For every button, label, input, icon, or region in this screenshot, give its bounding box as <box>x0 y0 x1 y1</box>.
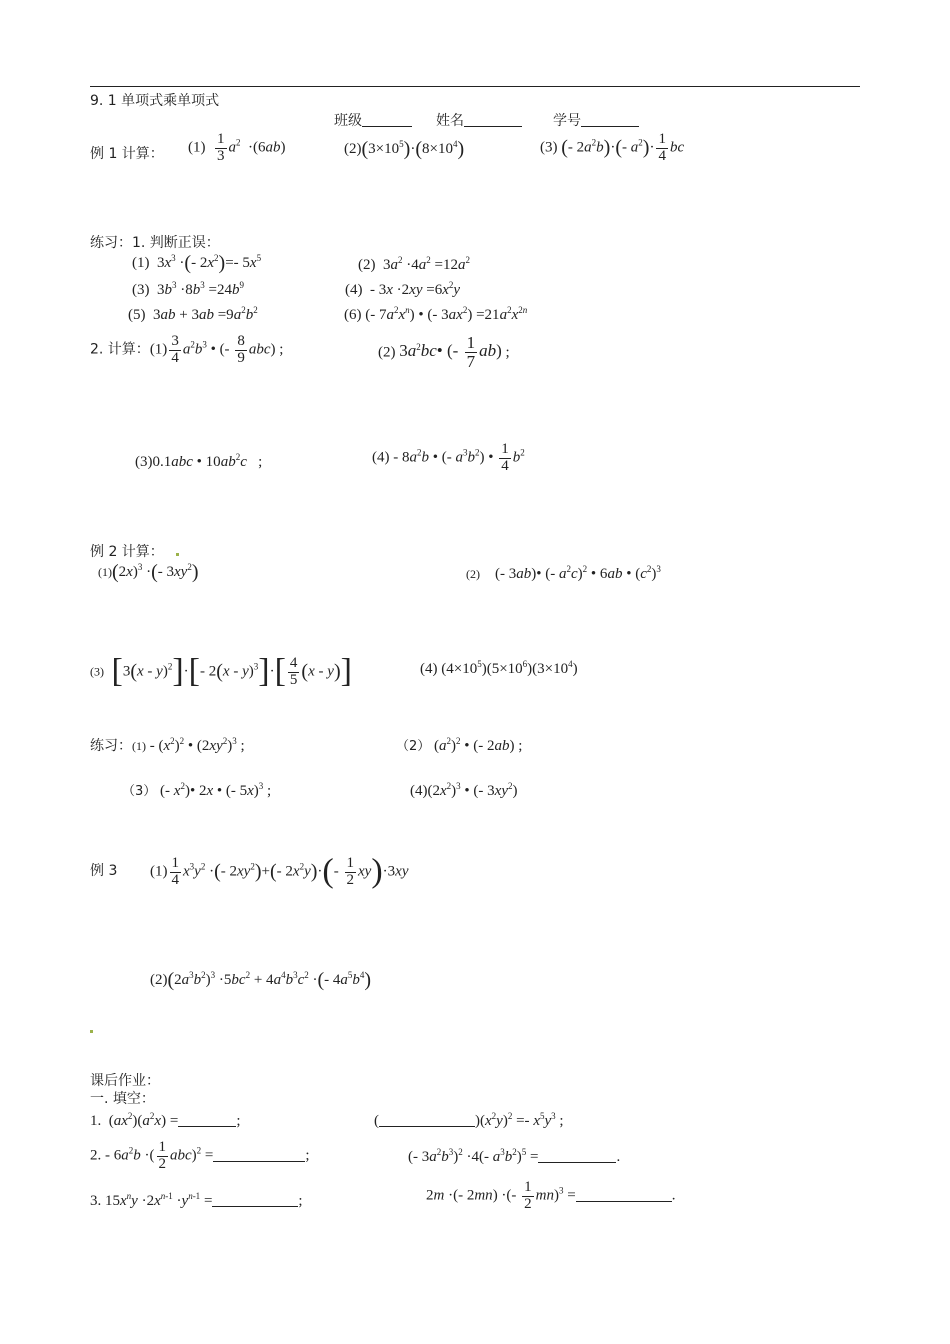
example1-label: 例 1 计算： <box>90 146 164 162</box>
example2-q4: (4) $(4\times 10^5)(5\times 10^6)(3\times 10^4)$ <box>420 659 578 677</box>
example2-label: 例 2 计算： <box>90 544 164 560</box>
practice2-q1: 练习：$(1) - (x^2)^2$ • $(2xy^2)^3$ ; <box>90 736 245 754</box>
calc2-q4: $(4) - 8a^2b$ • (- $a^3b^2$) • $\frac{1}{4}$ $b^2$ <box>372 441 525 474</box>
green-marker <box>90 1030 93 1033</box>
answer-blank[interactable] <box>212 1194 298 1207</box>
practice1-label: 练习：1. 判断正误： <box>90 235 220 251</box>
example2-q3: (3) [3(x - y)$^2$]·[- 2(x - y)$^3$]·[ $\frac{4}{5}$ (x - y)] <box>90 652 352 690</box>
number-field <box>553 114 639 128</box>
answer-blank[interactable] <box>379 1114 475 1127</box>
practice2-q2: （2） $(a^2)^2$ • (- 2ab) ; <box>396 736 523 754</box>
practice2-q3: （3） (- $x^2)•$ 2x • (- 5x)$^3$ ; <box>122 781 272 799</box>
homework-q1a: 1. $(ax^2)(a^2x)$ = ; <box>90 1111 241 1129</box>
homework-q3a: 3. $15x^ny \cdot 2x^{n-1} \cdot y^{n-1}$ = ; <box>90 1191 303 1209</box>
homework-title: 课后作业： <box>90 1073 160 1089</box>
calc2-q2: (2) $3a^2bc•$ (- $\frac{1}{7}$ ab) ; <box>378 333 510 371</box>
class-field <box>334 114 412 128</box>
homework-q1b: ( )$(x^2y)^2 =- x^5y^3$ ; <box>374 1111 564 1129</box>
section-title: 9. 1 单项式乘单项式 <box>90 93 220 109</box>
number-label: 学号 <box>553 113 581 129</box>
example3-label: 例 3 <box>90 863 118 879</box>
name-blank[interactable] <box>464 114 522 127</box>
answer-blank[interactable] <box>576 1189 672 1202</box>
example1-q2: $(2)(3\times 10^5)\cdot(8\times 10^4)$ <box>344 138 465 160</box>
answer-blank[interactable] <box>178 1114 236 1127</box>
homework-q3b: 2m ·(- 2mn) ·(- $\frac{1}{2}$ mn)$^3$ = . <box>426 1179 676 1212</box>
practice2-q4: $(4)(2x^2)^3$ • (- $3xy^2$) <box>410 781 518 799</box>
judge-item-2: (2) $3a^2 \cdot 4a^2 =12a^2$ <box>358 255 470 273</box>
example1-q3: (3) (- $2a^2b)\cdot(-$ $a^2)\cdot$ $\frac{1}{4}$ bc <box>540 131 685 164</box>
answer-blank[interactable] <box>538 1150 616 1163</box>
name-field <box>436 114 522 128</box>
example2-q2: (2) (- 3ab)• (- $a^2c)^2$ • 6ab • $(c^2)^3$ <box>466 564 661 582</box>
example3-q1: (1) $\frac{1}{4}$ $x^3y^2$ ·(- $2xy^2)+(-$ $2x^2y)\cdot(-$ $\frac{1}{2}$ xy)·3xy <box>150 852 409 890</box>
judge-item-4: $(4) - 3x \cdot 2xy =6x^2y$ <box>345 280 461 298</box>
number-blank[interactable] <box>581 114 639 127</box>
answer-blank[interactable] <box>213 1149 305 1162</box>
class-blank[interactable] <box>362 114 412 127</box>
judge-item-1: (1) $3x^3$ ·(- $2x^2)=-$ $5x^5$ <box>132 252 262 274</box>
example3-q2: $(2)(2a^3b^2)^3 \cdot 5bc^2 + 4a^4b^3c^2$ ·(- $4a^5b^4$) <box>150 969 372 991</box>
class-label: 班级 <box>334 113 362 129</box>
name-label: 姓名 <box>436 113 464 129</box>
judge-item-3: (3) $3b^3 \cdot 8b^3 =24b^9$ <box>132 280 244 298</box>
calc2-q1: 2. 计算：(1) $\frac{3}{4}$ $a^2b^3$ • (- $\frac{8}{9}$ abc) ; <box>90 333 284 366</box>
homework-section: 一. 填空： <box>90 1091 155 1107</box>
homework-q2a: 2. - $6a^2b$ ·( $\frac{1}{2}$ abc)$^2$ = ; <box>90 1139 310 1172</box>
homework-q2b: (- $3a^2b^3)^2 \cdot 4(-$ $a^3b^2)^5$ = . <box>408 1147 621 1165</box>
green-marker <box>176 553 179 556</box>
example1-q1: (1) $\frac{1}{3}$ $a^2 \cdot(6ab)$ <box>188 131 286 164</box>
calc2-q3: (3)0.1abc • $10ab^2c$ ; <box>135 452 263 470</box>
judge-item-5: (5) $3ab + 3ab =9a^2b^2$ <box>128 305 258 323</box>
example2-q1: $(1)(2x)^3$ ·(- $3xy^2$) <box>98 561 199 583</box>
top-rule <box>90 86 860 87</box>
judge-item-6: (6) (- $7a^2x^n$) • (- $3ax^2) =21a^2x^{2n}$ <box>344 305 528 323</box>
